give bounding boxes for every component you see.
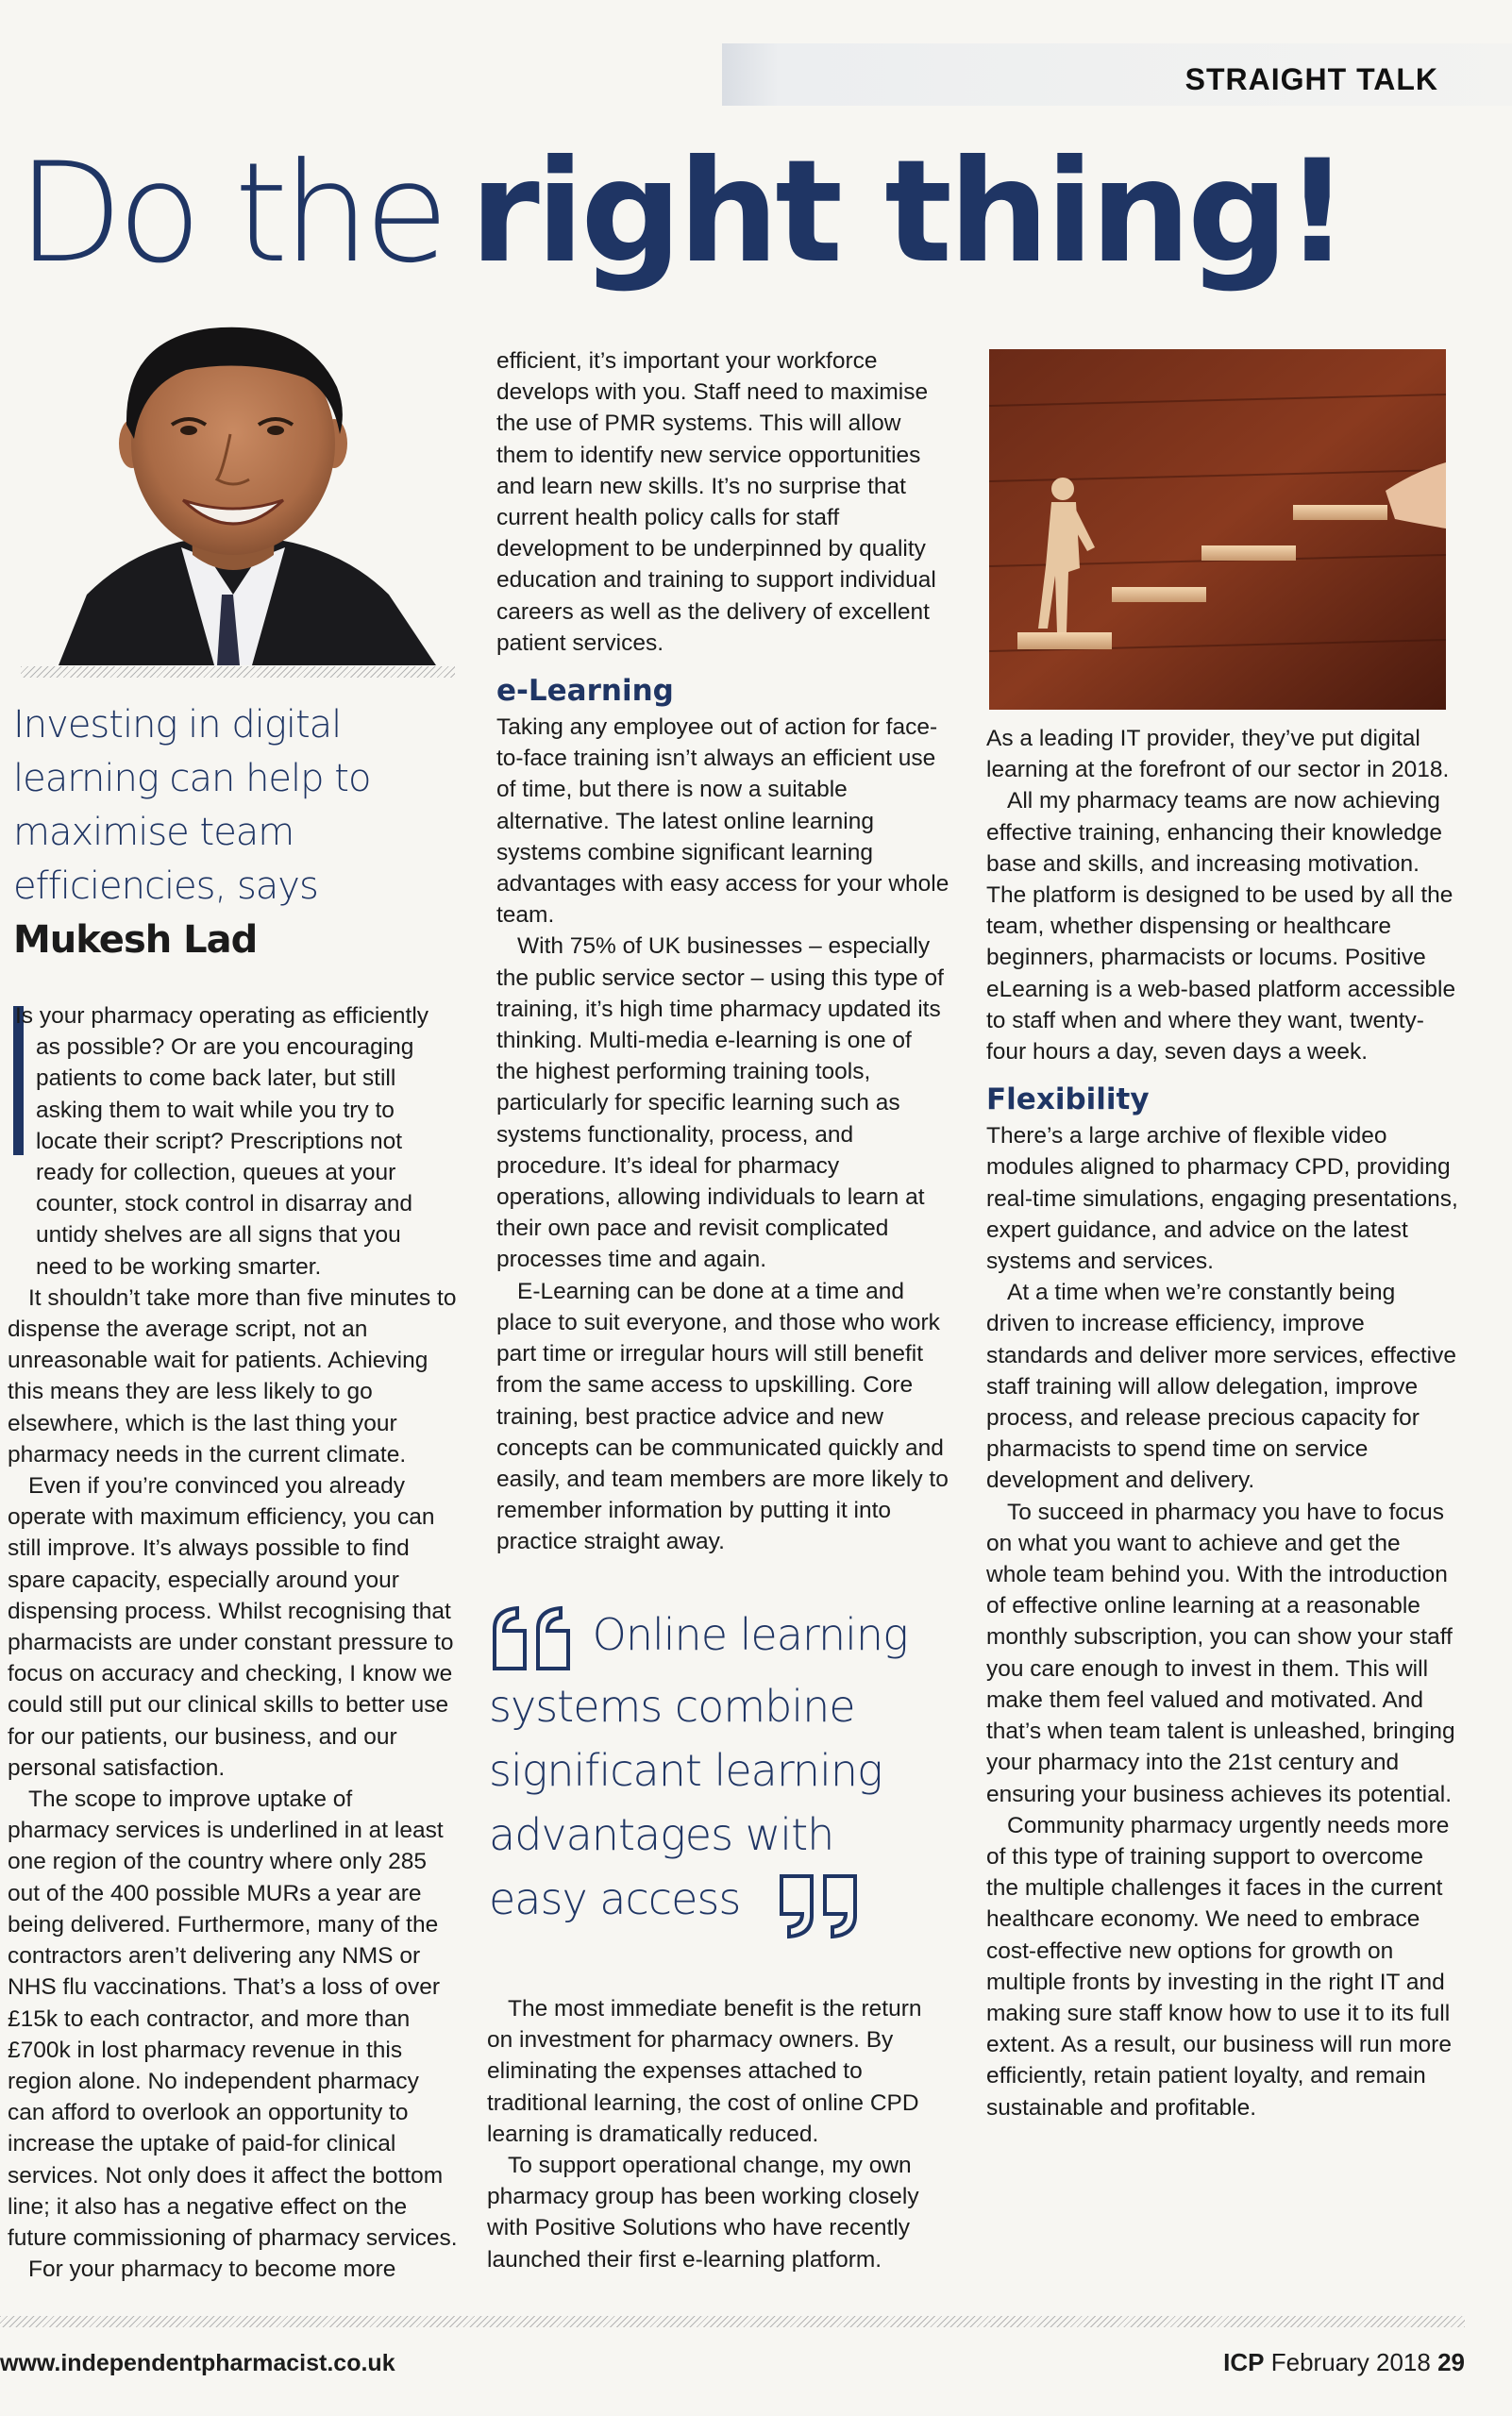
paragraph: Is your pharmacy operating as efficiently as possible? Or are you encouraging patients to come back later, but still asking them to wait while you try to locate their script? Prescriptions not ready for collection, queues at your counter, stock control in disarray and untidy shelves are all signs that you need to be working smarter. <box>15 1003 429 1280</box>
paragraph: As a leading IT provider, they’ve put digital learning at the forefront of our sector in 2018. <box>986 726 1450 783</box>
portrait-illustration <box>21 311 453 665</box>
standfirst-text: Investing in digital learning can help to maximise team efficiencies, says <box>13 703 371 908</box>
paragraph: For your pharmacy to become more <box>28 2257 396 2283</box>
footer-rule <box>0 2316 1465 2327</box>
paragraph: All my pharmacy teams are now achieving effective training, enhancing their knowledge base and skills, and increasing motivation. The platform is designed to be used by all the team, whether dispensing or healthcare beginners, pharmacists or locums. Positive eLearning is a web-based platform accessible to staff when and where they want, twenty-four hours a day, seven days a week. <box>986 788 1456 1065</box>
close-quote-icon <box>772 1871 863 1942</box>
portrait-rule <box>21 666 455 678</box>
steps-photo <box>989 349 1446 710</box>
pull-quote <box>489 1602 932 1942</box>
column-2-continued <box>487 1993 949 2275</box>
headline-bold: right thing! <box>469 130 1346 294</box>
paragraph: efficient, it’s important your workforce develops with you. Staff need to maximise the use of PMR systems. This will allow them to identify new service opportunities and learn new skills. It’s no surprise that current health policy calls for staff development to be underpinned by quality education and training to support individual careers as well as the delivery of excellent patient services. <box>496 348 936 656</box>
publication-name: ICP <box>1223 2348 1265 2376</box>
headline-light: Do the <box>17 133 444 294</box>
paragraph: To support operational change, my own pharmacy group has been working closely with Positive Solutions who have recently launched their first e-learning platform. <box>487 2153 919 2273</box>
column-2 <box>496 345 949 1558</box>
paragraph: It shouldn’t take more than five minutes to dispense the average script, not an unreasonable wait for patients. Achieving this means they are less likely to go elsewhere, which is the last thing your pharmacy needs in the current climate. <box>8 1284 457 1468</box>
author-name: Mukesh Lad <box>13 918 258 962</box>
paragraph: To succeed in pharmacy you have to focus on what you want to achieve and get the whole team behind you. With the introduction of effective online learning at a reasonable monthly subscription, you can show your staff you care enough to invest in them. This will make them feel valued and motivated. And that’s when team talent is unleashed, bringing your pharmacy into the 21st century and ensuring your business achieves its potential. <box>986 1499 1455 1807</box>
paragraph: At a time when we’re constantly being driven to increase efficiency, improve standards and deliver more services, effective staff training will allow delegation, improve process, and release precious capacity for pharmacists to spend time on service development and delivery. <box>986 1280 1456 1494</box>
column-3 <box>986 723 1458 2123</box>
section-label: STRAIGHT TALK <box>1184 62 1438 96</box>
paragraph: With 75% of UK businesses – especially the public service sector – using this type of training, it’s high time pharmacy updated its thinking. Multi-media e-learning is one of the highest performing training tools, particularly for specific learning such as systems functionality, process, and procedure. It’s ideal for pharmacy operations, allowing individuals to learn at their own pace and revisit complicated processes time and again. <box>496 933 944 1273</box>
open-quote-icon <box>489 1602 580 1674</box>
wooden-steps-illustration <box>989 349 1446 710</box>
author-portrait <box>21 311 453 665</box>
paragraph: E-Learning can be done at a time and place to suit everyone, and those who work part time or irregular hours will still benefit from the same access to upskilling. Core training, best practice advice and new concepts can be communicated quickly and easily, and team members are more likely to remember information by putting it into practice straight away. <box>496 1278 949 1555</box>
standfirst <box>13 698 457 967</box>
paragraph: Community pharmacy urgently needs more of this type of training support to overcome the multiple challenges it faces in the current healthcare economy. We need to embrace cost-effective new options for growth on multiple fronts by investing in the right IT and making sure staff know how to use it to its full extent. As a result, our business will run more efficiently, retain patient loyalty, and remain sustainable and profitable. <box>986 1812 1452 2121</box>
pull-quote-text: Online learning systems combine significant learning advantages with easy access <box>489 1609 908 1924</box>
footer-folio <box>1223 2348 1465 2377</box>
issue-date: February 2018 <box>1270 2348 1431 2376</box>
paragraph: The most immediate benefit is the return on investment for pharmacy owners. By eliminating the expenses attached to traditional learning, the cost of online CPD learning is dramatically reduced. <box>487 1996 922 2147</box>
paragraph: The scope to improve uptake of pharmacy services is underlined in at least one region of the country where only 285 out of the 400 possible MURs a year are being delivered. Furthermore, many of the contractors aren’t delivering any NMS or NHS flu vaccinations. That’s a loss of over £15k to each contractor, and more than £700k in lost pharmacy revenue in this region alone. No independent pharmacy can afford to overlook an opportunity to increase the uptake of paid-for clinical services. Not only does it affect the bottom line; it also has a negative effect on the future commissioning of pharmacy services. <box>8 1787 458 2251</box>
footer-url[interactable]: www.independentpharmacist.co.uk <box>0 2350 395 2376</box>
section-heading-elearning: e-Learning <box>496 674 674 709</box>
section-heading-flexibility: Flexibility <box>986 1082 1150 1117</box>
paragraph: Even if you’re convinced you already operate with maximum efficiency, you can still improve. It’s always possible to find spare capacity, especially around your dispensing process. Whilst recognising that pharmacists are under constant pressure to focus on accuracy and checking, I know we could still put our clinical skills to better use for our patients, our business, and our personal satisfaction. <box>8 1473 454 1781</box>
page-number: 29 <box>1437 2348 1465 2376</box>
column-1 <box>8 1000 459 2285</box>
paragraph: Taking any employee out of action for face-to-face training isn’t always an efficient use of time, but there is now a suitable alternative. The latest online learning systems combine significant learning advantages with easy access for your whole team. <box>496 714 949 929</box>
paragraph: There’s a large archive of flexible video modules aligned to pharmacy CPD, providing real-time simulations, engaging presentations, expert guidance, and advice on the latest systems and services. <box>986 1123 1458 1275</box>
headline <box>17 130 1346 294</box>
